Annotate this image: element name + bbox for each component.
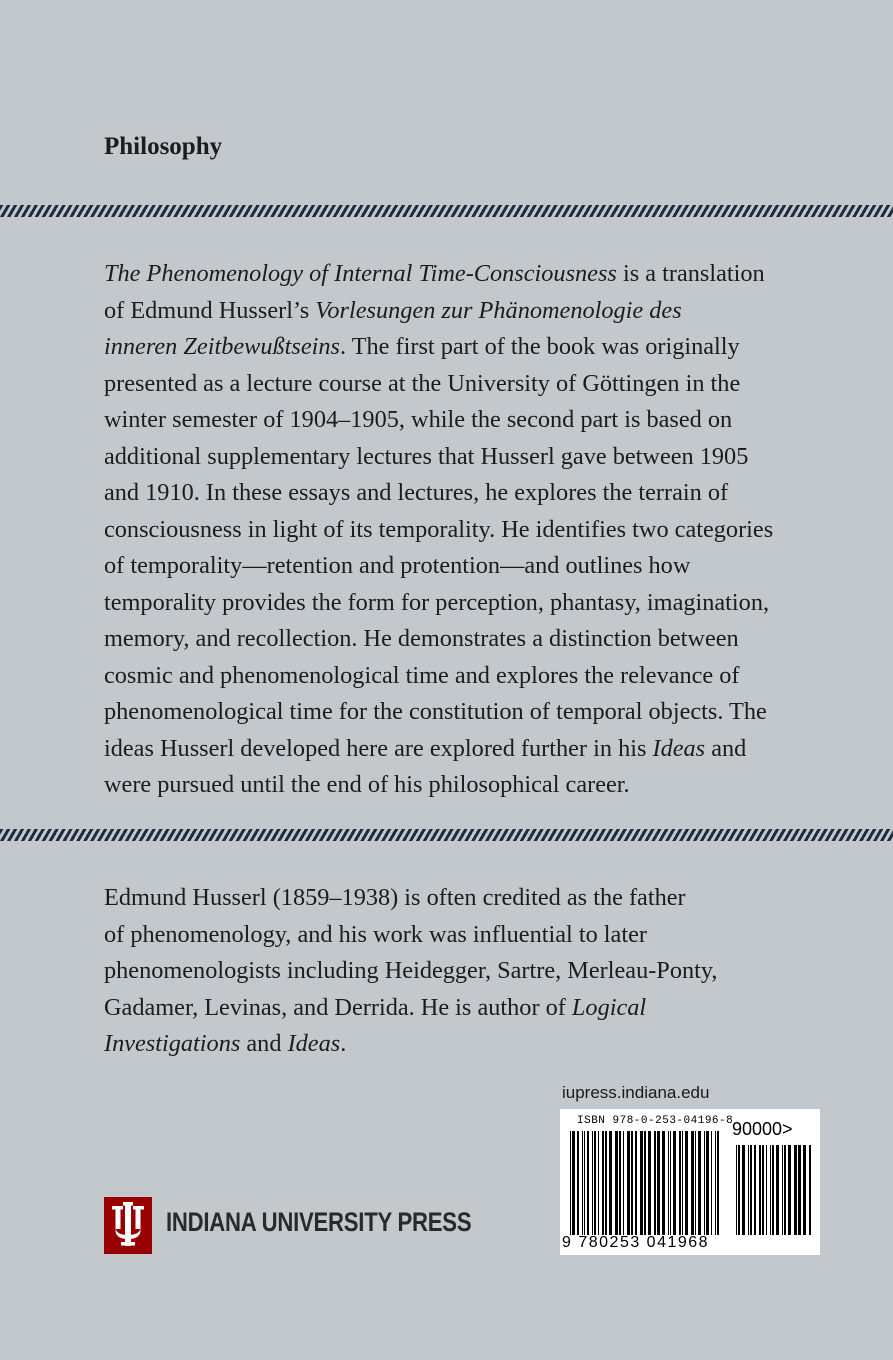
publisher-website: iupress.indiana.edu [562, 1083, 710, 1102]
top-divider [0, 205, 893, 217]
description-line [104, 439, 824, 476]
description-line [104, 366, 824, 403]
isbn-barcode [560, 1109, 820, 1255]
text-segment: Edmund Husserl (1859–1938) is often credited as the father [104, 884, 686, 911]
description-line [104, 621, 824, 658]
text-segment: additional supplementary lectures that Husserl gave between 1905 [104, 442, 749, 470]
description-line [104, 585, 824, 622]
barcode-addon-bars [736, 1145, 812, 1235]
text-segment: of temporality—retention and protention—and outlines how [104, 552, 691, 579]
italic-title: Vorlesungen zur Phänomenologie des [315, 296, 682, 324]
text-segment: of Edmund Husserl’s [104, 296, 316, 324]
description-line [104, 293, 824, 330]
price-code: 90000> [732, 1119, 793, 1139]
author_bio-line [104, 917, 824, 954]
text-segment: and [705, 734, 747, 762]
description-line [104, 256, 824, 293]
text-segment: cosmic and phenomenological time and explores the relevance of [104, 661, 740, 689]
text-segment: memory, and recollection. He demonstrates a distinction between [104, 625, 739, 652]
author_bio-line [104, 880, 824, 917]
text-segment: . [340, 1030, 347, 1057]
description-line [104, 658, 824, 695]
author_bio-line [104, 1026, 824, 1063]
description-line [104, 548, 824, 585]
text-segment: phenomenological time for the constitution of temporal objects. The [104, 698, 767, 725]
italic-title: Logical [571, 993, 647, 1021]
text-segment: phenomenologists including Heidegger, Sartre, Merleau-Ponty, [104, 957, 718, 984]
description-line [104, 329, 824, 366]
category-label: Philosophy [104, 133, 223, 160]
text-segment: ideas Husserl developed here are explored further in his [104, 734, 653, 762]
author_bio-line [104, 990, 824, 1027]
isbn-label: ISBN 978-0-253-04196-8 [577, 1115, 734, 1127]
text-segment: presented as a lecture course at the University of Göttingen in the [104, 369, 741, 397]
text-segment: temporality provides the form for perception, phantasy, imagination, [104, 588, 770, 616]
author-bio [104, 880, 824, 1063]
middle-divider [0, 829, 893, 841]
text-segment: Gadamer, Levinas, and Derrida. He is author of [104, 993, 572, 1021]
description-line [104, 512, 824, 549]
iu-trident-logo [104, 1197, 152, 1254]
italic-title: The Phenomenology of Internal Time-Consciousness [104, 260, 617, 287]
text-segment: . The first part of the book was originally [339, 333, 740, 360]
text-segment: and 1910. In these essays and lectures, he explores the terrain of [104, 479, 729, 506]
barcode-bars [570, 1131, 720, 1235]
barcode-digits: 9 780253 041968 [562, 1234, 710, 1251]
text-segment: were pursued until the end of his philosophical career. [104, 771, 630, 798]
text-segment: winter semester of 1904–1905, while the second part is based on [104, 406, 733, 433]
book-description [104, 256, 824, 804]
description-line [104, 767, 824, 804]
text-segment: and [240, 1030, 288, 1057]
italic-title: inneren Zeitbewußtseins [104, 333, 340, 360]
description-line [104, 475, 824, 512]
description-line [104, 731, 824, 768]
text-segment: is a translation [616, 260, 765, 287]
description-line [104, 694, 824, 731]
italic-title: Ideas [652, 734, 706, 762]
text-segment: consciousness in light of its temporality. He identifies two categories [104, 515, 774, 543]
publisher-name: INDIANA UNIVERSITY PRESS [166, 1207, 472, 1237]
author_bio-line [104, 953, 824, 990]
italic-title: Investigations [104, 1030, 241, 1057]
description-line [104, 402, 824, 439]
text-segment: of phenomenology, and his work was influential to later [104, 920, 647, 948]
italic-title: Ideas [287, 1030, 341, 1057]
